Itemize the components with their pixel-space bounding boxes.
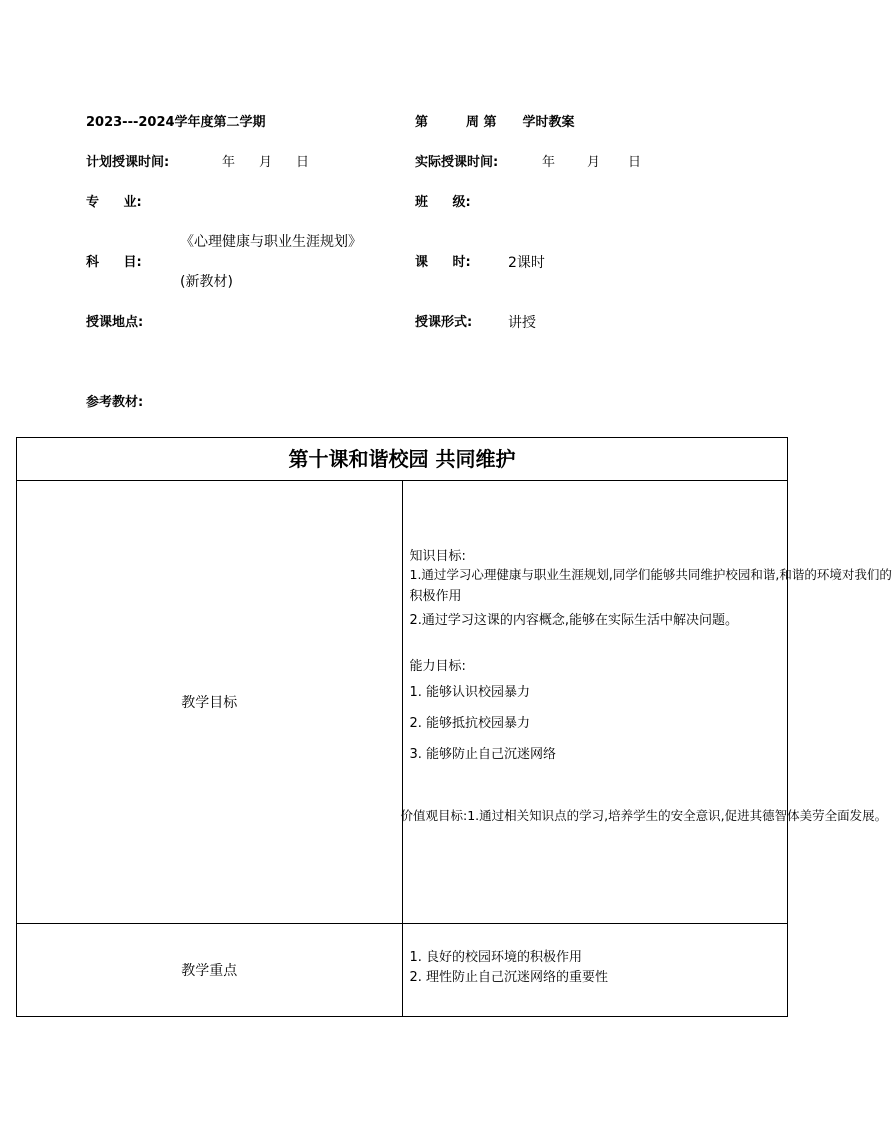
week-suffix: 学时教案 bbox=[522, 115, 575, 130]
actual-year: 年 bbox=[542, 155, 556, 170]
major-label: 专 业: bbox=[86, 195, 142, 210]
week-line bbox=[415, 115, 575, 131]
subject-label: 科 目: bbox=[86, 255, 142, 270]
planned-day: 日 bbox=[296, 155, 310, 170]
subject-name: 《心理健康与职业生涯规划》 bbox=[180, 234, 362, 250]
format-value: 讲授 bbox=[508, 315, 536, 331]
actual-day: 日 bbox=[628, 155, 642, 170]
goals-label: 教学目标 bbox=[17, 481, 403, 924]
textbook-label: 参考教材: bbox=[86, 395, 144, 410]
term-title: 2023---2024学年度第二学期 bbox=[86, 115, 266, 130]
knowledge-item-2: 2.通过学习这课的内容概念,能够在实际生活中解决问题。 bbox=[409, 613, 739, 628]
class-label: 班 级: bbox=[415, 195, 471, 210]
knowledge-item-1a: 1.通过学习心理健康与职业生涯规划,同学们能够共同维护校园和谐,和谐的环境对我们的 bbox=[409, 567, 892, 582]
format-label: 授课形式: bbox=[415, 315, 473, 330]
focus-label: 教学重点 bbox=[17, 924, 403, 1017]
planned-date bbox=[222, 155, 309, 171]
location-label: 授课地点: bbox=[86, 315, 144, 330]
actual-label: 实际授课时间: bbox=[415, 155, 499, 170]
hours-label: 课 时: bbox=[415, 255, 471, 270]
knowledge-item-1b: 积极作用 bbox=[409, 589, 462, 604]
lesson-title: 第十课和谐校园 共同维护 bbox=[17, 438, 788, 481]
planned-label: 计划授课时间: bbox=[86, 155, 170, 170]
ability-item-1: 1. 能够认识校园暴力 bbox=[409, 685, 531, 700]
hours-value: 2课时 bbox=[508, 255, 545, 271]
lesson-table bbox=[16, 437, 892, 1017]
actual-month: 月 bbox=[587, 155, 601, 170]
focus-item-2: 2. 理性防止自己沉迷网络的重要性 bbox=[409, 970, 609, 985]
week-prefix: 第 bbox=[415, 115, 429, 130]
ability-heading: 能力目标: bbox=[409, 659, 466, 674]
subject-edition: (新教材) bbox=[180, 274, 233, 290]
ability-item-3: 3. 能够防止自己沉迷网络 bbox=[409, 747, 557, 762]
values-goal: 价值观目标:1.通过相关知识点的学习,培养学生的安全意识,促进其德智体美劳全面发展。 bbox=[400, 808, 888, 823]
actual-date bbox=[542, 155, 641, 171]
planned-month: 月 bbox=[259, 155, 273, 170]
focus-content bbox=[402, 924, 788, 1017]
focus-item-1: 1. 良好的校园环境的积极作用 bbox=[409, 950, 583, 965]
knowledge-heading: 知识目标: bbox=[409, 549, 466, 564]
goals-content bbox=[400, 481, 892, 924]
ability-item-2: 2. 能够抵抗校园暴力 bbox=[409, 716, 531, 731]
week-mid: 周 第 bbox=[466, 115, 497, 130]
planned-year: 年 bbox=[222, 155, 236, 170]
